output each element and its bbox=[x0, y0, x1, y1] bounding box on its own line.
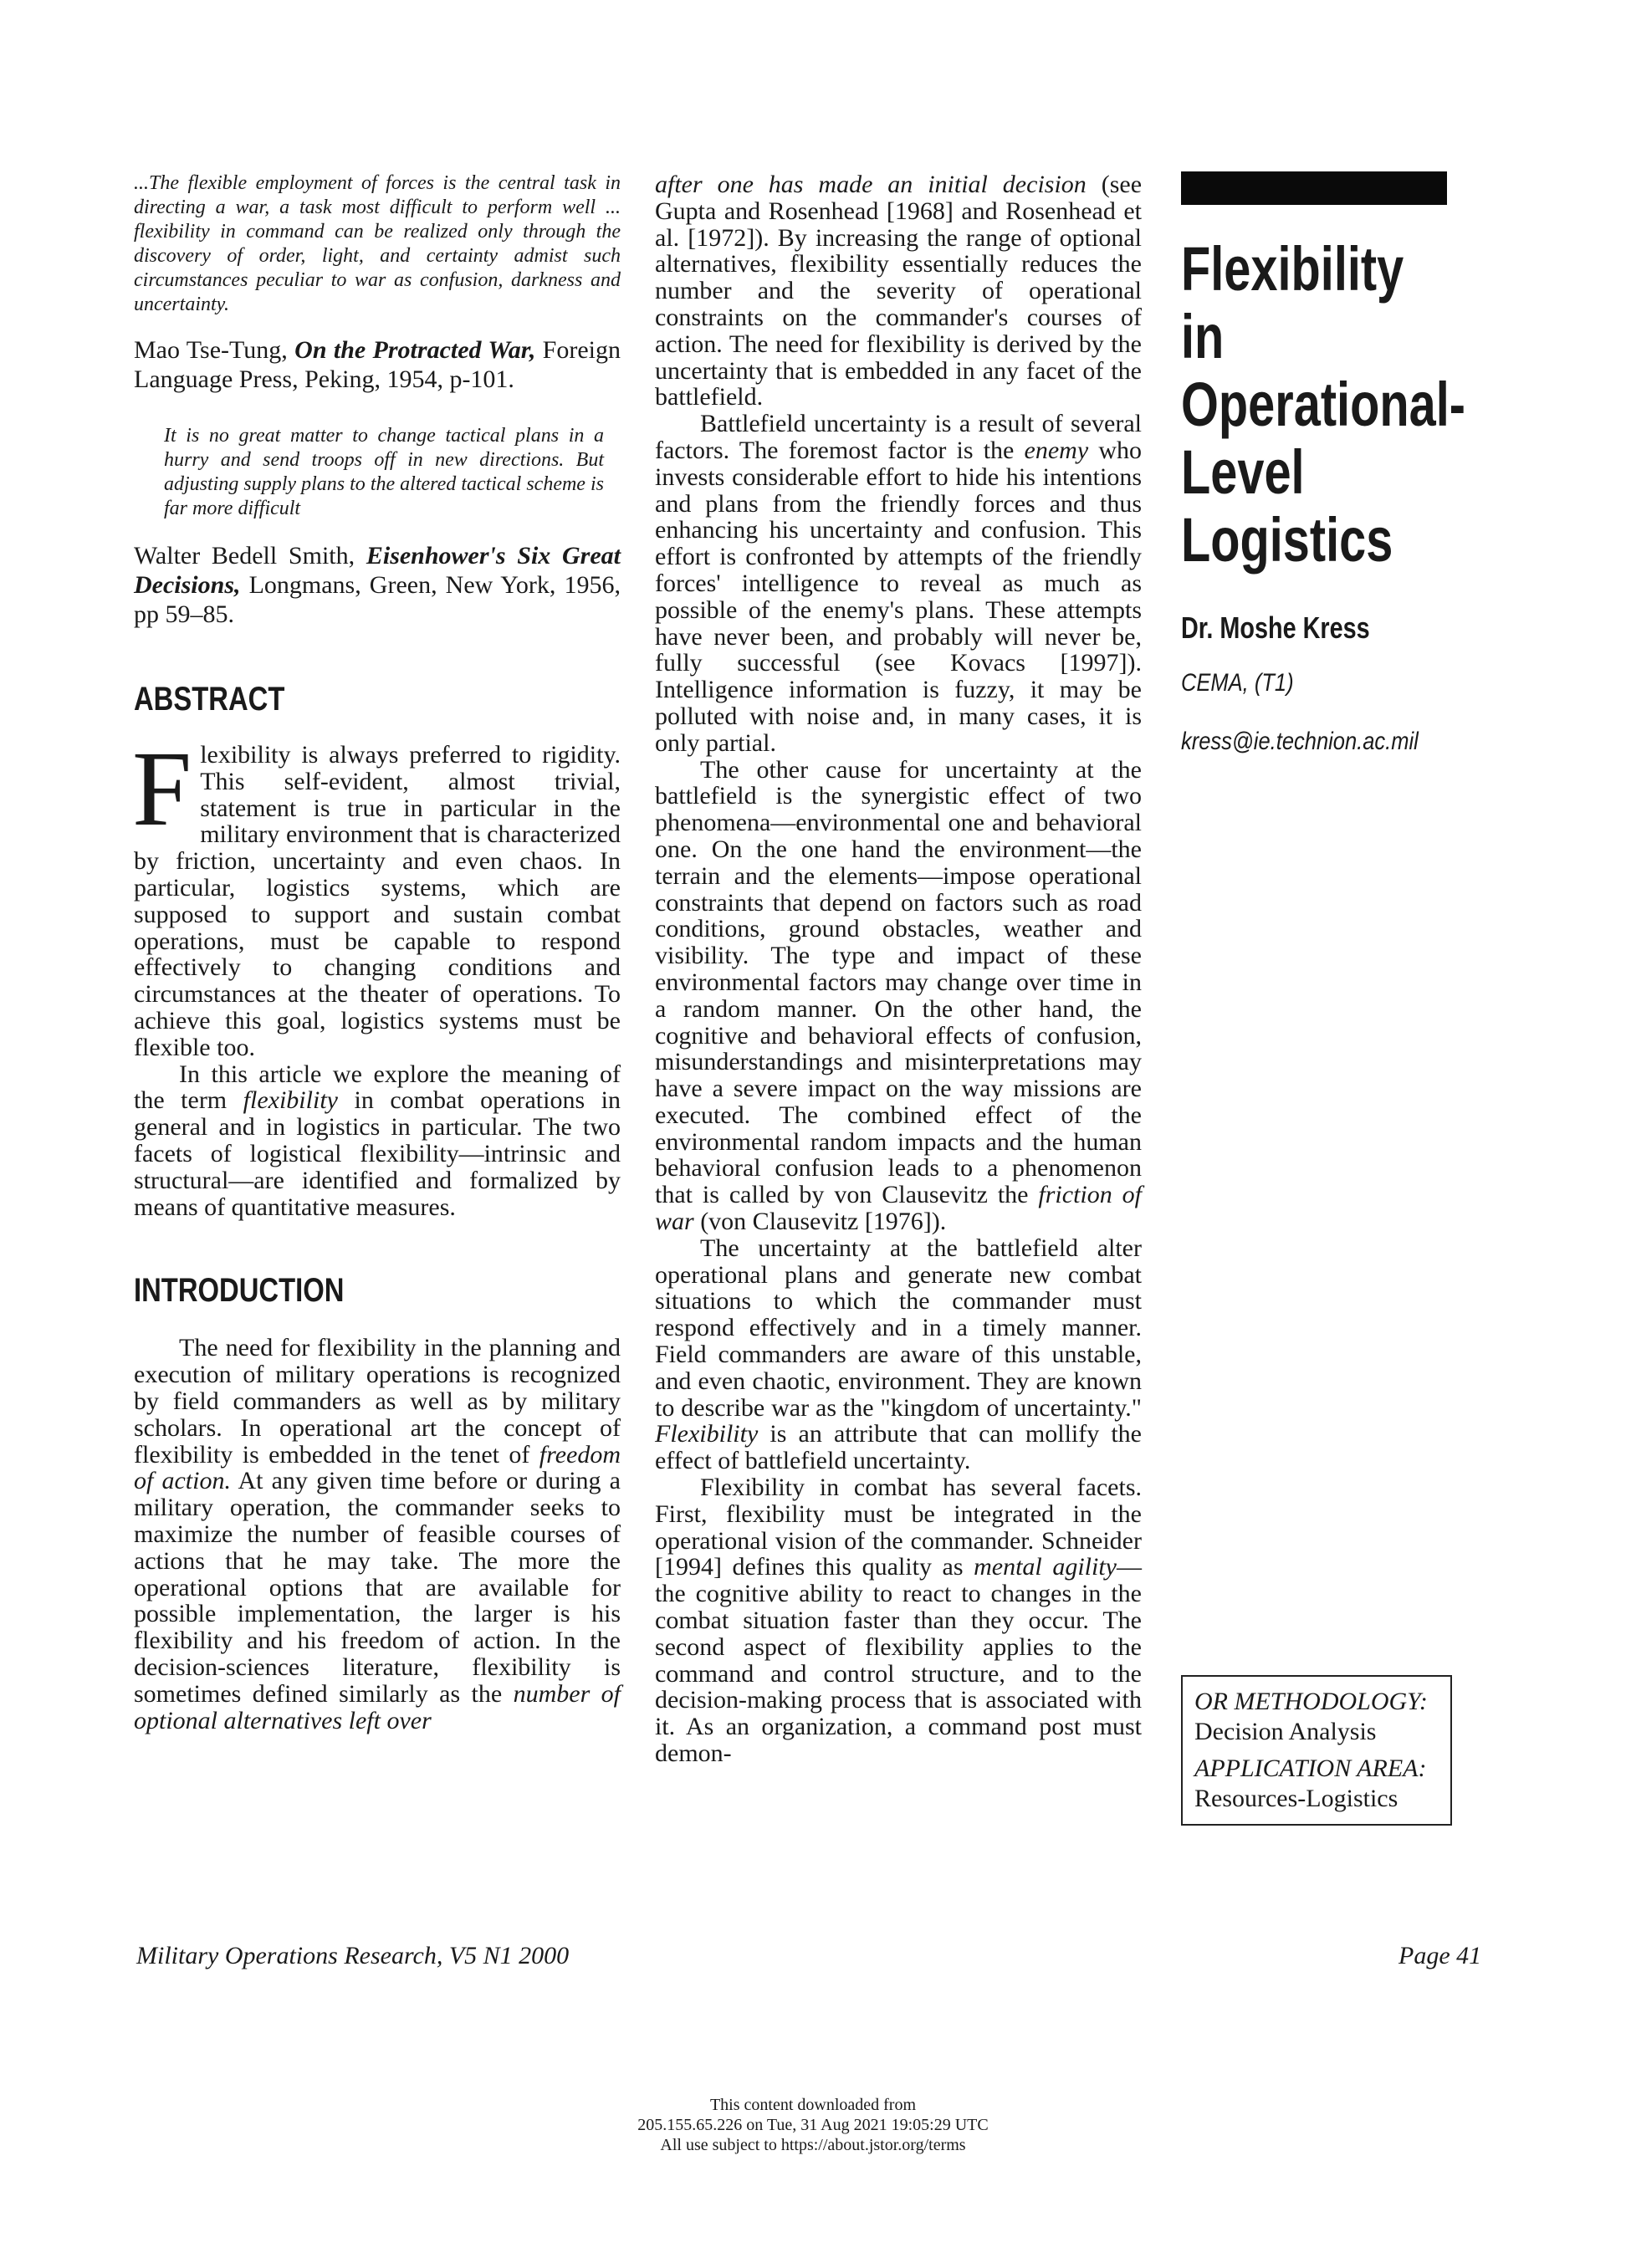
article-title bbox=[1181, 234, 1465, 575]
epigraph-mao: ...The flexible employment of forces is the central task in directing a war, a task most difficult to perform well ... flexibility in command can be realized only through the discovery of order, light, and certainty admist such circumstances peculiar to war as confusion, darkness and uncertainty. bbox=[134, 172, 621, 315]
text-run: in combat operations in general and in logistics in particular. The two facets of logistical flexibility—intrinsic and structural—are identified and formalized by means of quantitative measures. bbox=[134, 1086, 621, 1221]
text-run: is an attribute that can mollify the effect of battlefield uncertainty. bbox=[655, 1420, 1142, 1475]
text-run: who invests considerable effort to hide his intentions and plans from the friendly forces and thus enhancing his uncertainty and confusion. This effort is confronted by attempts of the friendly forces' intelligence to reveal as much as possible of the enemy's plans. These attempts have never been, and probably will never be, fully successful (see Kovacs [1997]). Intelligence information is fuzzy, it may be polluted with noise and, in many cases, it is only partial. bbox=[655, 436, 1142, 757]
title-line: Logistics bbox=[1181, 505, 1393, 575]
application-area-value: Resources-Logistics bbox=[1194, 1785, 1398, 1812]
epigraph-mao-attribution bbox=[134, 335, 621, 394]
text-run: Flexibility in combat has several facets. First, flexibility must be integrated in the operational vision of the commander. Schneider [1994] defines this quality as bbox=[655, 1474, 1142, 1581]
body-paragraph-plans bbox=[655, 1235, 1142, 1474]
journal-footer: Military Operations Research, V5 N1 2000 bbox=[136, 1942, 570, 1969]
emphasis: enemy bbox=[1024, 436, 1089, 464]
emphasis: mental agility bbox=[974, 1553, 1117, 1581]
body-paragraph-uncertainty bbox=[655, 411, 1142, 756]
text-run: In this article we explore the meaning of the term bbox=[134, 1060, 621, 1115]
text-run: The need for flexibility in the planning and execution of military operations is recognized by field commanders as well as by military scholars. In operational art the concept of flexibility is embedded in the tenet of bbox=[134, 1334, 621, 1469]
abstract-heading: ABSTRACT bbox=[134, 681, 285, 718]
title-line: Flexibility in bbox=[1181, 234, 1404, 371]
emphasis: after one has made an initial decision bbox=[655, 171, 1087, 198]
emphasis: freedom of action. bbox=[134, 1440, 621, 1495]
author-affiliation: CEMA, (T1) bbox=[1181, 669, 1294, 697]
author-name: Dr. Moshe Kress bbox=[1181, 610, 1370, 645]
emphasis: number of optional alternatives left over bbox=[134, 1679, 621, 1734]
emphasis: flexibility bbox=[243, 1086, 338, 1115]
text-run: The other cause for uncertainty at the battlefield is the synergistic effect of two phenomena—environmental one and behavioral one. On the one hand the environment—the terrain and the elements—impose operational constraints that depend on factors such as road conditions, ground obstacles, weather and visibility. The type and impact of these environmental factors may change over time in a random manner. On the other hand, the cognitive and behavioral effects of confusion, misunderstandings and misinterpretations may have a severe impact on the way missions are executed. The combined effect of the environmental random impacts and the human behavioral confusion leads to a phenomenon that is called by von Clausevitz the bbox=[655, 755, 1142, 1209]
text-run: At any given time before or during a military operation, the commander seeks to maximize the number of feasible courses of actions that he may take. The more the operational options that are available for possible implementation, the larger is his flexibility and his freedom of action. In the decision-sciences literature, flexibility is sometimes defined similarly as the bbox=[134, 1467, 621, 1708]
page-number: Page 41 bbox=[1398, 1942, 1482, 1969]
text-run: Battlefield uncertainty is a result of several factors. The foremost factor is the bbox=[655, 410, 1142, 464]
title-line: Level bbox=[1181, 437, 1305, 507]
jstor-line: This content downloaded from bbox=[709, 2096, 917, 2114]
emphasis: friction of war bbox=[655, 1181, 1142, 1236]
abstract-paragraph-2 bbox=[134, 1061, 621, 1221]
column-right bbox=[1181, 171, 1465, 756]
jstor-line: 205.155.65.226 on Tue, 31 Aug 2021 19:05:29 UTC bbox=[637, 2116, 989, 2134]
attribution-work: On the Protracted War, bbox=[294, 336, 536, 364]
text-run: The uncertainty at the battlefield alter operational plans and generate new combat situations to which the commander must respond effectively and in a timely manner. Field commanders are aware of this unstable, and even chaotic, environment. They are known to describe war as the "kingdom of uncertainty." bbox=[655, 1234, 1142, 1422]
introduction-heading: INTRODUCTION bbox=[134, 1272, 345, 1310]
application-area-label: APPLICATION AREA: bbox=[1194, 1755, 1427, 1782]
abstract-text: lexibility is always preferred to rigidity. This self-evident, almost trivial, statement is true in particular in the military environment that is characterized by friction, uncertainty and even chaos. In particular, logistics systems, which are supposed to support and sustain combat operations, must be capable to respond effectively to changing conditions and circumstances at the theater of operations. To achieve this goal, logistics systems must be flexible too. bbox=[134, 741, 621, 1061]
author-email: kress@ie.technion.ac.mil bbox=[1181, 728, 1419, 755]
epigraph-smith: It is no great matter to change tactical plans in a hurry and send troops off in new directions. But adjusting supply plans to the altered tactical scheme is far more difficult bbox=[164, 425, 604, 519]
title-bar-decoration bbox=[1181, 171, 1447, 205]
abstract-paragraph-1 bbox=[132, 729, 621, 1061]
column-middle bbox=[655, 171, 1142, 1767]
column-left bbox=[134, 171, 621, 1734]
body-paragraph-facets bbox=[655, 1474, 1142, 1767]
epigraph-smith-attribution bbox=[134, 541, 621, 629]
attribution-work: Eisenhower's Six Great Decisions, bbox=[134, 542, 621, 599]
or-methodology-value: Decision Analysis bbox=[1194, 1718, 1377, 1745]
introduction-paragraph-1 bbox=[134, 1335, 621, 1734]
body-paragraph-continued bbox=[655, 171, 1142, 411]
attribution-details: Longmans, Green, New York, 1956, pp 59–85. bbox=[134, 571, 621, 628]
emphasis: Flexibility bbox=[655, 1420, 759, 1448]
text-run: —the cognitive ability to react to changes in the combat situation faster than they occur. The second aspect of flexibility applies to the command and control structure, and to the decision-making process that is associated with it. As an organization, a command post must demon- bbox=[655, 1553, 1142, 1768]
or-methodology-label: OR METHODOLOGY: bbox=[1194, 1688, 1428, 1715]
attribution-details: Foreign Language Press, Peking, 1954, p-101. bbox=[134, 336, 621, 393]
title-line: Operational- bbox=[1181, 370, 1465, 439]
drop-cap: F bbox=[132, 729, 192, 848]
jstor-line: All use subject to https://about.jstor.org/terms bbox=[660, 2136, 966, 2154]
text-run: (see Gupta and Rosenhead [1968] and Rosenhead et al. [1972]). By increasing the range of optional alternatives, flexibility essentially reduces the number and the severity of operational constraints on the commander's courses of action. The need for flexibility is derived by the uncertainty that is embedded in any facet of the battlefield. bbox=[655, 171, 1143, 411]
attribution-author: Mao Tse-Tung, bbox=[134, 336, 295, 364]
attribution-author: Walter Bedell Smith, bbox=[134, 542, 366, 570]
text-run: (von Clausevitz [1976]). bbox=[693, 1208, 947, 1236]
classification-box bbox=[1181, 1675, 1452, 1826]
jstor-notice bbox=[0, 2095, 1626, 2155]
body-paragraph-synergy bbox=[655, 757, 1142, 1235]
